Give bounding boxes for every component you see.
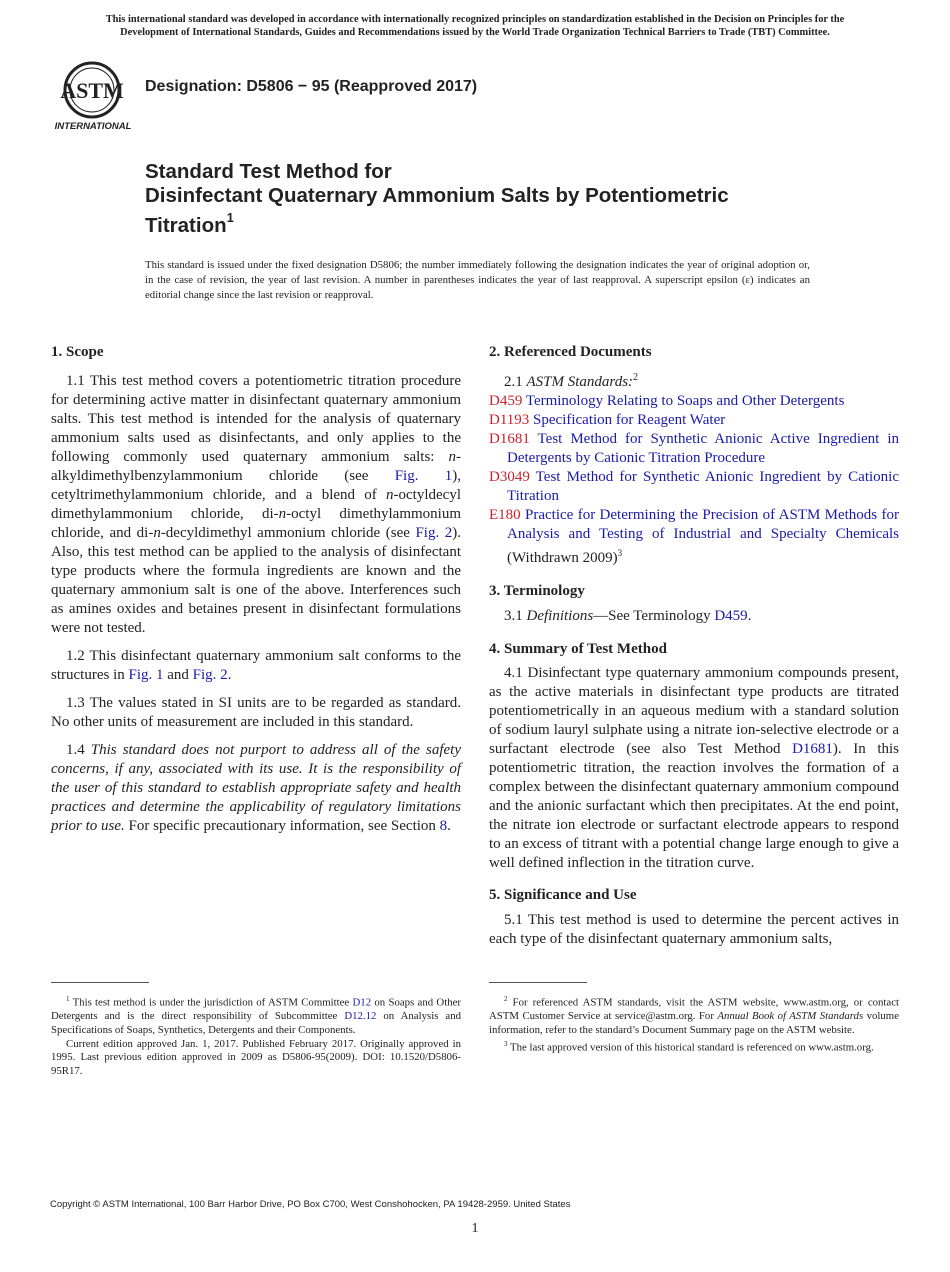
footnote-rule-left [51,982,149,983]
section-1-4: 1.4 This standard does not purport to address all of the safety concerns, if any, associated with its use. It is the responsibility of the user of this standard to establish appropriate safety and health practices and determine the applicability of regulatory limitations prior to use. For specific precautionary information, see Section 8. [51,742,461,834]
significance-heading: 5. Significance and Use [489,887,637,903]
fig2-link[interactable]: Fig. 2 [192,667,228,683]
footnotes-right [489,993,899,1055]
ref-e180[interactable]: E180 Practice for Determining the Precision of ASTM Methods for Analysis and Testing of Industrial and Specialty Chemicals (Withdrawn 2009)$^3$ [489,507,899,566]
tbt-notice [50,14,900,39]
section-8-link[interactable]: 8 [439,818,448,834]
footnote-rule-right [489,982,587,983]
designation: Designation: D5806 − 95 (Reapproved 2017) [145,78,478,95]
footnote-3: $^3$ The last approved version of this historical standard is referenced on www.astm.org. [504,1039,874,1054]
logo-subtitle: INTERNATIONAL [54,121,132,132]
fig1-link[interactable]: Fig. 1 [394,468,453,484]
logo-wordmark: ASTM [60,78,124,103]
footnote-2: $^2$ For referenced ASTM standards, visit the ASTM website, www.astm.org, or contact ASTM Customer Service at service@astm.org. For Annual Book of ASTM Standards volume information, refer to the standard’s Document Summary page on the ASTM website. [489,995,899,1036]
copyright: Copyright © ASTM International, 100 Barr Harbor Drive, PO Box C700, West Conshohocken, PA 19428-2959. United States [50,1199,571,1210]
ref-d459[interactable]: D459 Terminology Relating to Soaps and Other Detergents [489,393,845,409]
title-line1: Standard Test Method for [145,160,392,183]
title-line3: Titration [145,213,227,237]
page-number: 1 [471,1221,479,1236]
section-1-2: 1.2 This disinfectant quaternary ammonium salt conforms to the structures in Fig. 1 and Fig. 2. [51,648,461,683]
d12-link[interactable]: D12 [352,996,372,1009]
title-line2: Disinfectant Quaternary Ammonium Salts by Potentiometric [145,184,729,207]
d12-12-link[interactable]: D12.12 [344,1010,377,1023]
astm-logo [52,58,134,132]
footnote-1-edition: Current edition approved Jan. 1, 2017. Published February 2017. Originally approved in 1995. Last previous edition approved in 2009 as D5806-95(2009). DOI: 10.1520/D5806-95R17. [51,1037,461,1078]
section-1-1: 1.1 This test method covers a potentiometric titration procedure for determining active matter in disinfectant quaternary ammonium salts. This test method is intended for the analysis of quaternary ammonium salts used as disinfectants, and only applies to the following commonly used quaternary ammonium salts: n-alkyldimethylbenzylammonium chloride (see Fig. 1), cetyltrimethylammonium chloride, and a blend of n-octyldecyl dimethylammonium chloride, di-n-octyl dimethylammonium chloride, and di-n-decyldimethyl ammonium chloride (see Fig. 2). Also, this test method can be applied to the analysis of disinfectant type products where the formula ingredients are known and the quaternary ammonium salt is one of the above. Interferences such as amines oxides and betaines present in disinfectant formulations were not tested. [51,373,461,636]
fig1-link[interactable]: Fig. 1 [128,667,164,683]
summary-heading: 4. Summary of Test Method [489,641,667,657]
left-column [51,343,461,836]
right-column [489,343,899,949]
tbt-notice-line2: Development of International Standards, Guides and Recommendations issued by the World Trade Organization Technical Barriers to Trade (TBT) Committee. [120,26,830,38]
issued-note: This standard is issued under the fixed designation D5806; the number immediately following the designation indicates the year of original adoption or, in the case of revision, the year of last revision. A number in parentheses indicates the year of last reapproval. A superscript epsilon (ε) indicates an editorial change since the last revision or reapproval. [145,259,810,301]
title-footnote-mark[interactable]: 1 [226,210,234,225]
footnote-1: $^1$ This test method is under the jurisdiction of ASTM Committee D12 on Soaps and Other Detergents and is the direct responsibility of Subcommittee D12.12 on Analysis and Specifications of Soaps, Synthetics, Detergents and their Components. [51,995,461,1036]
document-title [145,160,905,238]
footnotes-left [51,993,461,1079]
d459-link[interactable]: D459 [714,608,748,624]
terminology-heading: 3. Terminology [489,583,585,599]
scope-heading: 1. Scope [51,344,104,360]
d1681-link[interactable]: D1681 [792,741,833,757]
referenced-documents-heading: 2. Referenced Documents [489,344,652,360]
ref-d3049[interactable]: D3049 Test Method for Synthetic Anionic Ingredient by Cationic Titration [489,469,899,504]
tbt-notice-line1: This international standard was developed in accordance with internationally recognized principles on standardization established in the Decision on Principles for the [105,14,845,25]
section-5-1: 5.1 This test method is used to determine the percent actives in each type of the disinfectant quaternary ammonium salts, [489,912,899,947]
section-4-1: 4.1 Disinfectant type quaternary ammonium compounds present, as the active materials in disinfectant type products are titrated potentiometrically in an aqueous medium with a standard solution of sodium lauryl sulphate using a nitrate ion-selective electrode or a surfactant electrode (see also Test Method D1681). In this potentiometric titration, the reaction involves the formation of a complex between the disinfectant quaternary ammonium compound and the anionic surfactant which then precipitates. At the end point, the nitrate ion electrode or surfactant electrode appears to respond to an excess of titrant with a potential change large enough to give a well defined inflection in the titration curve. [489,665,899,871]
ref-d1193[interactable]: D1193 Specification for Reagent Water [489,412,726,428]
fig2-link[interactable]: Fig. 2 [415,525,453,541]
section-2-1: 2.1 ASTM Standards:$^2$ [504,372,639,390]
ref-d1681[interactable]: D1681 Test Method for Synthetic Anionic Active Ingredient in Detergents by Cationic Titration Procedure [489,431,899,466]
section-1-3: 1.3 The values stated in SI units are to be regarded as standard. No other units of measurement are included in this standard. [51,695,461,730]
section-3-1: 3.1 Definitions—See Terminology D459. [504,608,752,624]
